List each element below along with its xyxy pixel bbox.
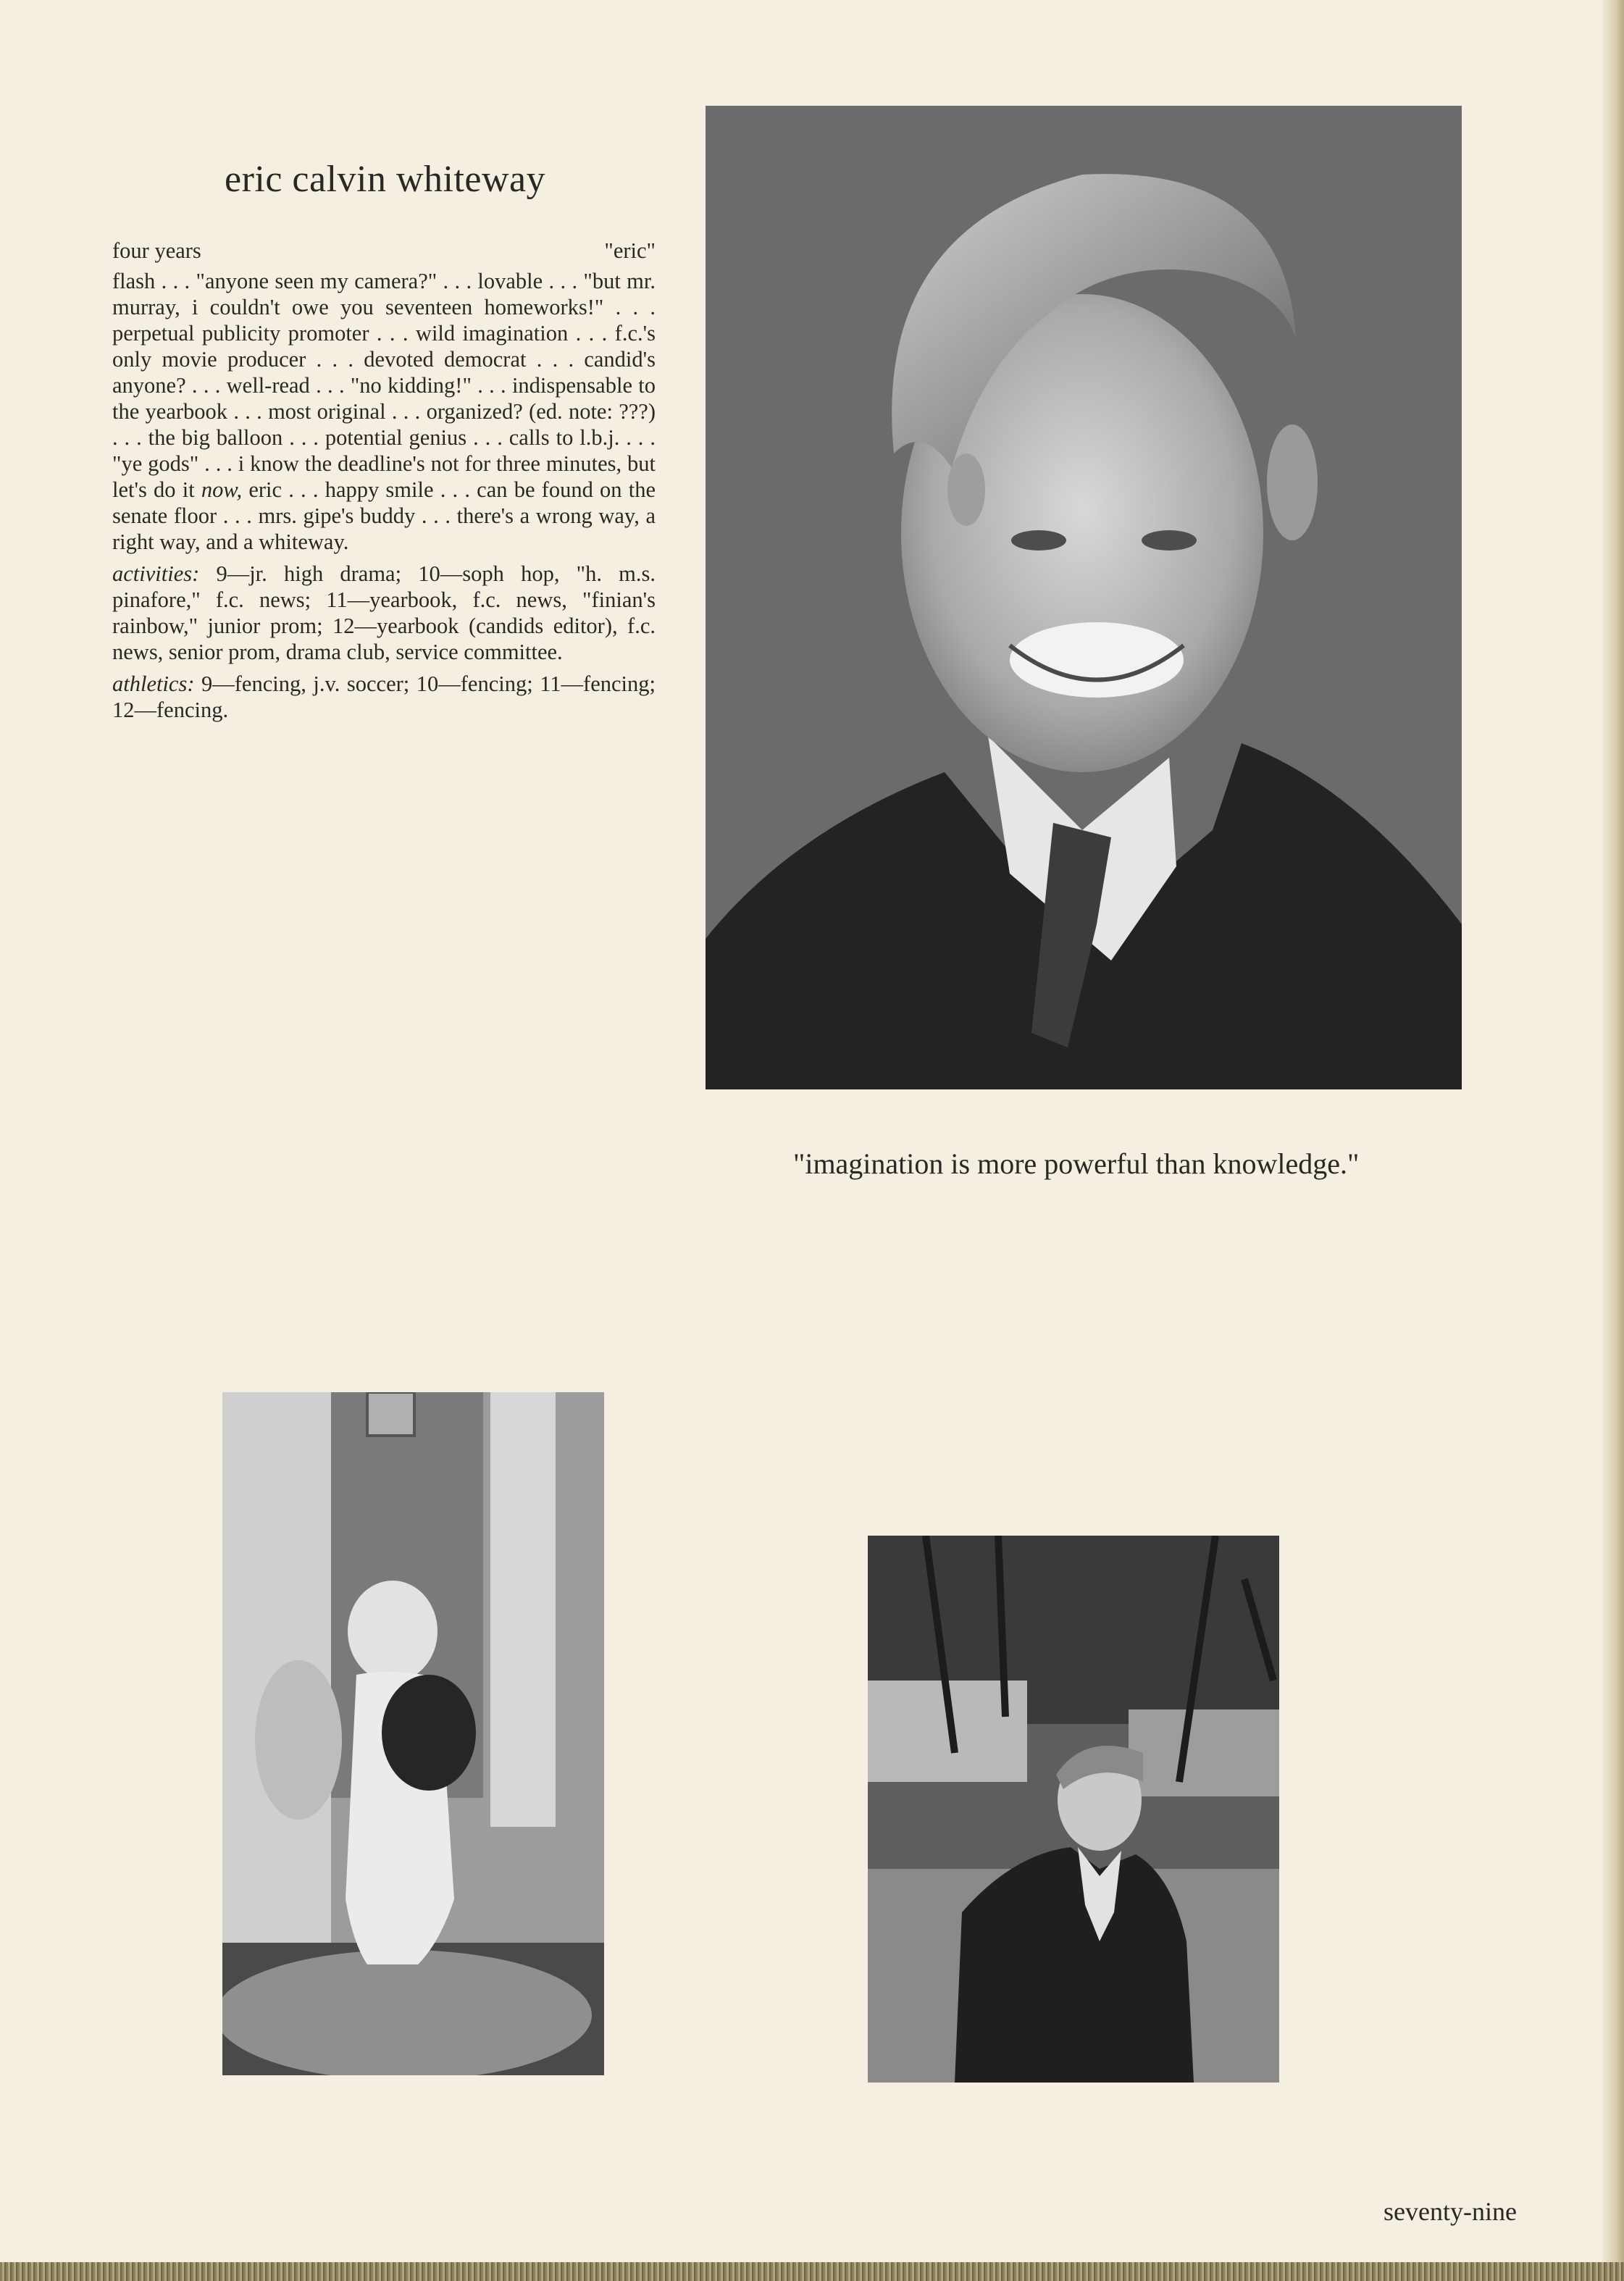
athletics-label: athletics: — [112, 671, 195, 696]
candid-photo — [868, 1536, 1279, 2083]
athletics-paragraph — [112, 671, 656, 723]
senior-portrait-photo — [706, 106, 1462, 1089]
childhood-photo — [222, 1392, 604, 2075]
bio-emphasis: now, — [201, 477, 243, 502]
student-name: eric calvin whiteway — [225, 159, 546, 200]
athletics-text: 9—fencing, j.v. soccer; 10—fencing; 11—fencing; 12—fencing. — [112, 671, 656, 722]
activities-label: activities: — [112, 561, 200, 586]
years-attended: four years — [112, 238, 201, 263]
page-edge — [1602, 0, 1624, 2281]
activities-paragraph — [112, 561, 656, 665]
activities-text: 9—jr. high drama; 10—soph hop, "h. m.s. pinafore," f.c. news; 11—yearbook, f.c. news, "finian's rainbow," junior prom; 12—yearbook (candids editor), f.c. news, senior prom, drama club, service committee. — [112, 561, 656, 664]
years-row — [112, 238, 656, 264]
student-bio — [112, 238, 656, 729]
bio-paragraph — [112, 268, 656, 555]
nickname: "eric" — [604, 238, 656, 263]
bio-text-end: eric . . . happy smile . . . can be found on the senate floor . . . mrs. gipe's buddy . . . there's a wrong way, a right way, and a whiteway. — [112, 477, 656, 554]
page-number: seventy-nine — [1384, 2197, 1517, 2226]
bottom-border — [0, 2262, 1624, 2281]
senior-quote: "imagination is more powerful than knowledge." — [793, 1147, 1360, 1180]
bio-text: flash . . . "anyone seen my camera?" . . . lovable . . . "but mr. murray, i couldn't owe you seventeen homeworks!" . . . perpetual publicity promoter . . . wild imagination . . . f.c.'s only movie producer . . . devoted democrat . . . candid's anyone? . . . well-read . . . "no kidding!" . . . indispensable to the yearbook . . . most original . . . organized? (ed. note: ???) . . . the big balloon . . . potential genius . . . calls to l.b.j. . . . "ye gods" . . . i know the deadline's not for three minutes, but let's do it — [112, 269, 656, 502]
